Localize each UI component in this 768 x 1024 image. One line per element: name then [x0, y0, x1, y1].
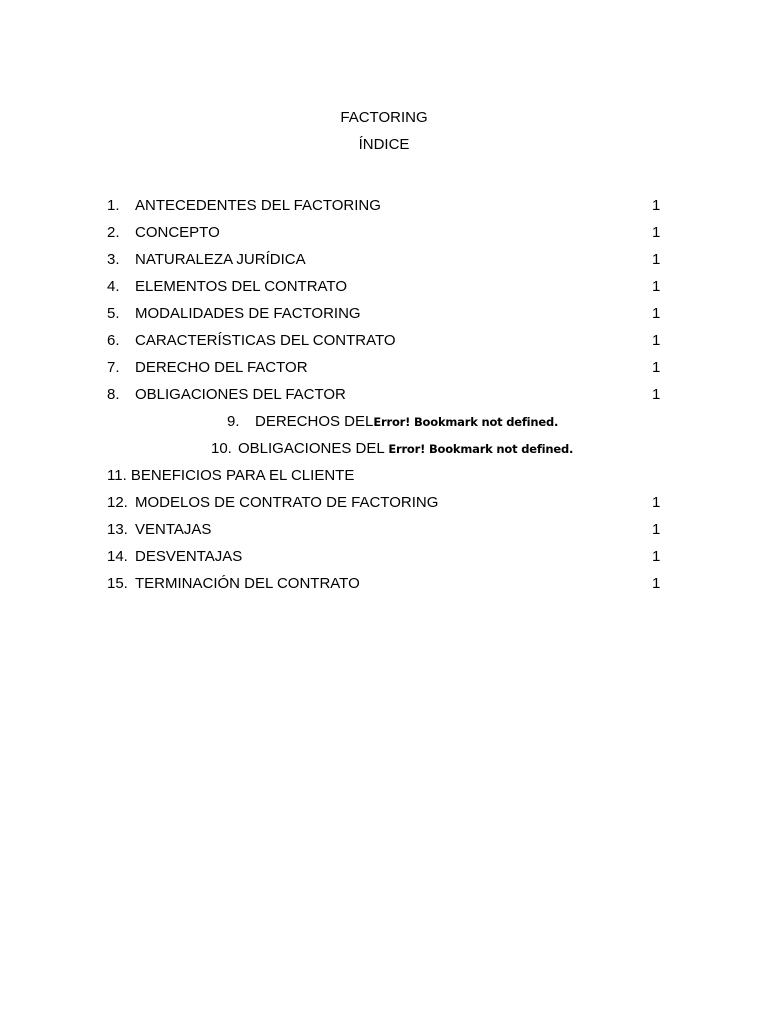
toc-entry[interactable]	[0, 493, 768, 520]
toc-entry-page: 1	[652, 521, 661, 538]
toc-entry-page: 1	[652, 548, 661, 565]
toc-entry-page: 1	[652, 494, 661, 511]
toc-entry[interactable]	[0, 304, 768, 331]
toc-entry-page: 1	[652, 197, 661, 214]
toc-entry-number: 6.	[107, 332, 120, 349]
bookmark-error-text: Error! Bookmark not defined.	[373, 415, 559, 429]
toc-entry-label: TERMINACIÓN DEL CONTRATO	[135, 575, 360, 592]
toc-entry-label: NATURALEZA JURÍDICA	[135, 251, 306, 268]
toc-entry-label: CONCEPTO	[135, 224, 220, 241]
toc-entry-broken[interactable]	[0, 439, 768, 466]
toc-entry-label: DERECHO DEL FACTOR	[135, 359, 308, 376]
toc-entry-page: 1	[652, 224, 661, 241]
toc-entry-label: DERECHOS DEL	[255, 413, 374, 430]
toc-entry-number: 3.	[107, 251, 120, 268]
document-title: FACTORING	[340, 109, 428, 126]
toc-entry-number: 14.	[107, 548, 128, 565]
toc-entry-page: 1	[652, 575, 661, 592]
toc-entry-number: 9.	[227, 413, 240, 430]
toc-entry[interactable]	[0, 277, 768, 304]
toc-entry-label: CARACTERÍSTICAS DEL CONTRATO	[135, 332, 396, 349]
toc-entry-label: OBLIGACIONES DEL	[238, 440, 389, 457]
toc-entry[interactable]	[0, 574, 768, 601]
toc-entry-label: MODELOS DE CONTRATO DE FACTORING	[135, 494, 439, 511]
toc-entry[interactable]	[0, 385, 768, 412]
toc-entry[interactable]	[0, 466, 768, 493]
toc-entry-broken[interactable]	[0, 412, 768, 439]
toc-entry-label: ELEMENTOS DEL CONTRATO	[135, 278, 347, 295]
toc-entry[interactable]	[0, 196, 768, 223]
toc-entry-page: 1	[652, 332, 661, 349]
toc-entry-label: BENEFICIOS PARA EL CLIENTE	[130, 467, 355, 484]
toc-entry-label: VENTAJAS	[135, 521, 212, 538]
toc-entry-number: 11.	[107, 467, 127, 484]
table-of-contents	[0, 196, 768, 601]
toc-entry-label: DESVENTAJAS	[135, 548, 243, 565]
toc-entry-number: 4.	[107, 278, 120, 295]
toc-entry-number: 13.	[107, 521, 128, 538]
toc-entry[interactable]	[0, 520, 768, 547]
bookmark-error-text: Error! Bookmark not defined.	[388, 442, 574, 456]
toc-entry-number: 2.	[107, 224, 120, 241]
toc-entry-label: MODALIDADES DE FACTORING	[135, 305, 361, 322]
toc-entry-label-with-error	[238, 439, 573, 459]
toc-entry-page: 1	[652, 359, 661, 376]
toc-entry-number: 8.	[107, 386, 120, 403]
toc-entry[interactable]	[0, 223, 768, 250]
toc-entry-label-with-error	[255, 412, 558, 432]
toc-entry[interactable]	[0, 547, 768, 574]
toc-entry-label-with-number	[107, 466, 354, 485]
toc-entry[interactable]	[0, 358, 768, 385]
index-heading: ÍNDICE	[358, 136, 410, 153]
toc-entry[interactable]	[0, 250, 768, 277]
toc-entry-number: 7.	[107, 359, 120, 376]
toc-entry-page: 1	[652, 305, 661, 322]
toc-entry-number: 10.	[211, 440, 232, 457]
toc-entry[interactable]	[0, 331, 768, 358]
toc-entry-page: 1	[652, 386, 661, 403]
toc-entry-page: 1	[652, 278, 661, 295]
toc-entry-label: OBLIGACIONES DEL FACTOR	[135, 386, 346, 403]
toc-entry-number: 1.	[107, 197, 120, 214]
toc-entry-number: 15.	[107, 575, 128, 592]
toc-entry-number: 5.	[107, 305, 120, 322]
toc-entry-number: 12.	[107, 494, 128, 511]
toc-entry-page: 1	[652, 251, 661, 268]
toc-entry-label: ANTECEDENTES DEL FACTORING	[135, 197, 381, 214]
